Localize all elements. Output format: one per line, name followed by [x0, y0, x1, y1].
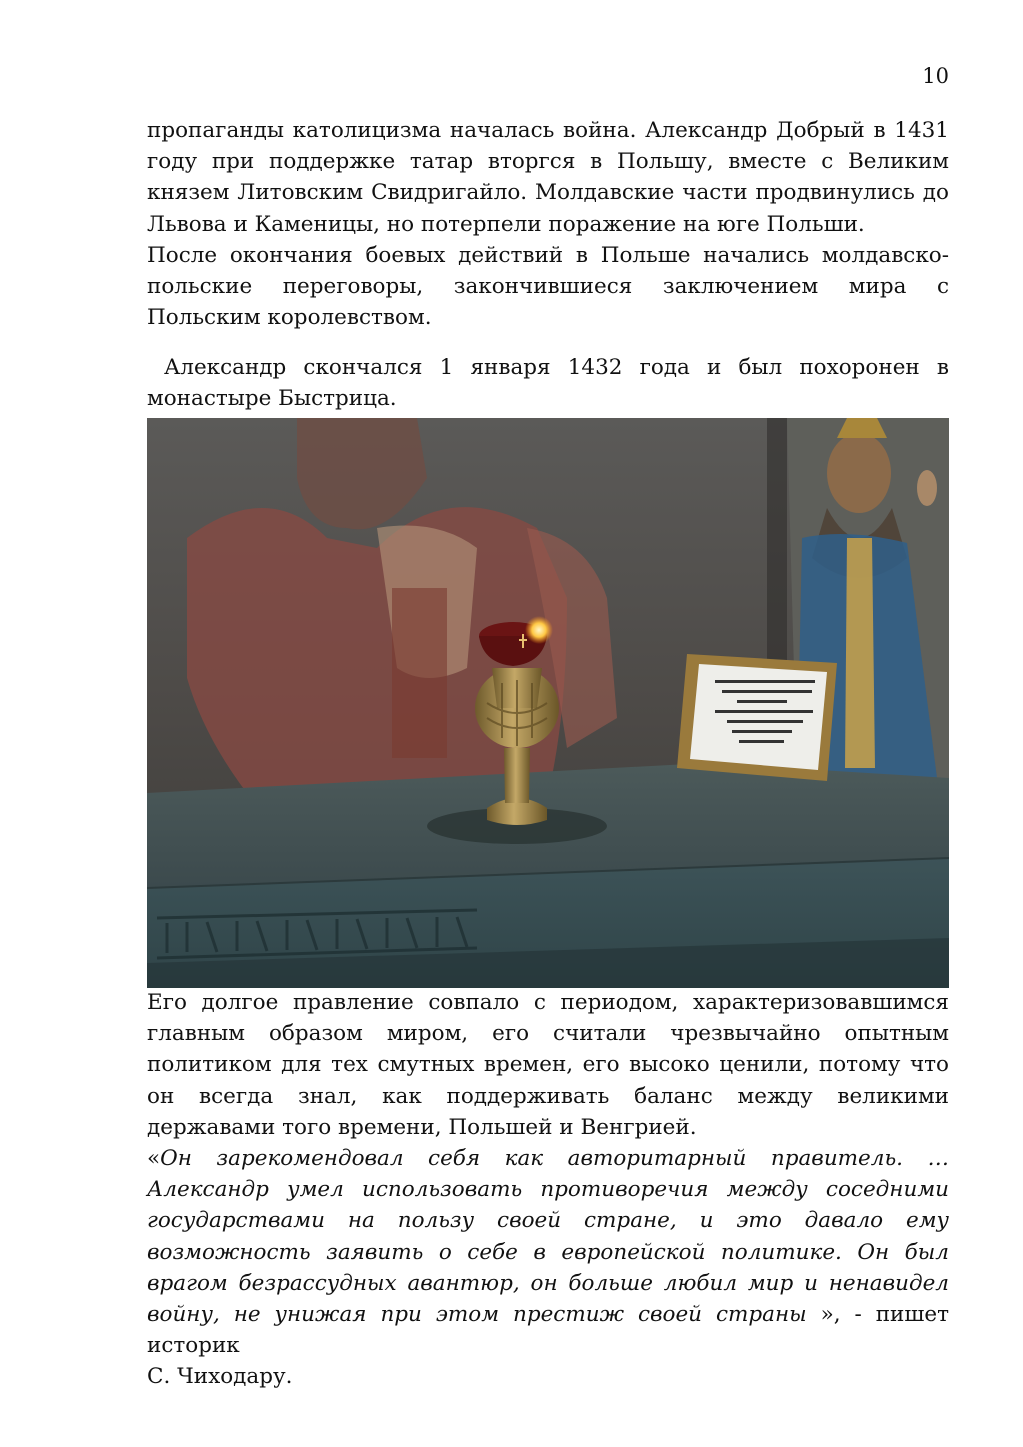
page-number: 10 [922, 64, 949, 88]
quote-text: Он зарекомендовал себя как авторитарный правитель. … Александр умел использовать противоречия между соседними государствами на пользу своей стране, и это давало ему возможность заявить о себе в европейской политике. Он был врагом безрассудных авантюр, он больше любил мир и ненавидел войну, не унижая при этом престиж своей страны [147, 1146, 949, 1328]
paragraph-war: пропаганды католицизма началась война. Александр Добрый в 1431 году при поддержке татар вторгся в Польшу, вместе с Великим князем Литовским Свидригайло. Молдавские части продвинулись до Львова и Каменицы, но потерпели поражение на юге Польши. [147, 118, 949, 237]
paragraph-reign: Его долгое правление совпало с периодом, характеризовавшимся главным образом миром, его считали чрезвычайно опытным политиком для тех смутных времен, его высоко ценили, потому что он всегда знал, как поддерживать баланс между великими державами того времени, Польшей и Венгрией. [147, 990, 949, 1140]
quote-author: С. Чиходару. [147, 1364, 293, 1390]
paragraph-negotiations: После окончания боевых действий в Польше начались молдавско-польские переговоры, закончившиеся заключением мира с Польским королевством. [147, 243, 949, 331]
quote-attribution: », - пишет историк [147, 1302, 949, 1359]
quote-open-mark: « [147, 1146, 161, 1171]
paragraph-death: Александр скончался 1 января 1432 года и был похоронен в монастыре Быстрица. [147, 355, 949, 412]
historian-quote [147, 1143, 949, 1393]
tomb-photo [147, 418, 949, 988]
